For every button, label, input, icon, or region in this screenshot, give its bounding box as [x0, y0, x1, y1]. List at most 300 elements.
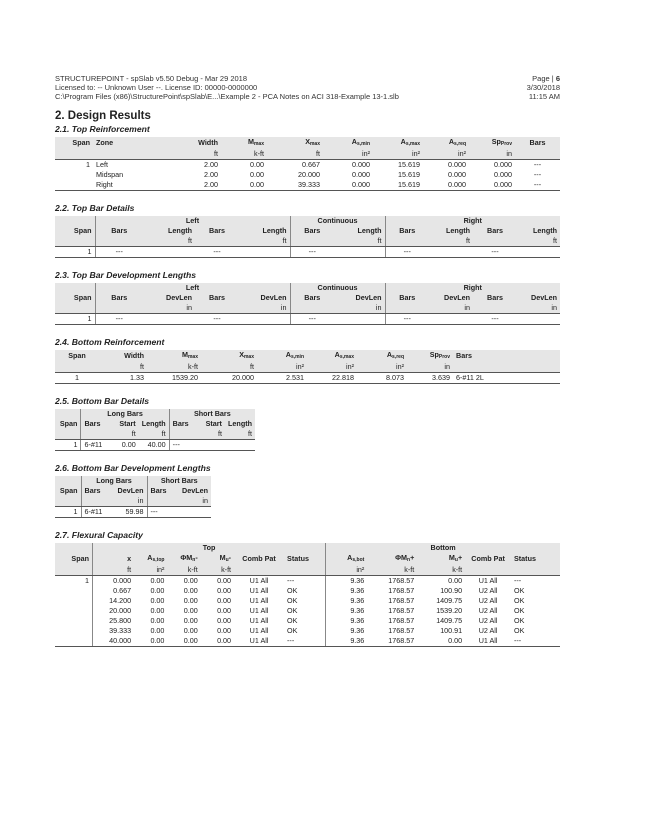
column-header	[407, 350, 453, 362]
table-cell: 2.531	[257, 373, 307, 384]
table-cell: U1 All	[249, 576, 269, 585]
table-cell: OK	[287, 616, 298, 625]
table-row	[55, 606, 560, 616]
column-header	[139, 419, 169, 429]
column-header	[92, 553, 134, 565]
column-unit: in	[469, 149, 515, 160]
table-cell: U1 All	[465, 636, 511, 647]
table-cell: ---	[385, 314, 429, 325]
table-cell: 0.000	[448, 170, 466, 179]
group-header-row	[55, 543, 560, 553]
table-cell	[197, 440, 225, 451]
column-header-label: Length	[168, 226, 192, 235]
column-header-label: Bars	[487, 293, 503, 302]
table-cell: 0.00	[448, 576, 463, 585]
table-cell: ---	[473, 314, 517, 325]
table-row	[55, 247, 560, 258]
column-unit: in²	[423, 149, 469, 160]
column-header-label: Bars	[150, 486, 167, 495]
table-cell: U1 All	[249, 616, 269, 625]
table-cell: 0.000	[352, 160, 370, 169]
table-cell: 0.000	[494, 160, 512, 169]
column-header-sign: -	[228, 553, 232, 562]
column-header	[225, 419, 255, 429]
column-header-label: Bars	[487, 226, 503, 235]
column-header	[201, 350, 257, 362]
column-header	[113, 419, 139, 429]
table-cell: 9.36	[326, 606, 368, 616]
column-header-label: Sp	[429, 350, 439, 359]
column-unit	[473, 236, 517, 247]
table-cell: ---	[169, 440, 197, 451]
table-cell: OK	[513, 626, 525, 635]
table-cell: Midspan	[96, 170, 124, 179]
table-cell: 0.000	[92, 576, 134, 587]
column-header-subscript: s,max	[405, 141, 420, 147]
table-cell	[55, 180, 93, 191]
table-cell: 0.00	[250, 160, 264, 169]
units-row	[55, 429, 255, 440]
header-row	[55, 226, 560, 236]
column-header	[453, 350, 560, 362]
table-cell: ---	[147, 507, 177, 518]
column-unit: ft	[267, 149, 323, 160]
group-header: Short Bars	[169, 409, 255, 419]
column-unit	[473, 303, 517, 314]
header-row	[55, 419, 255, 429]
table-cell: 0.00	[150, 626, 165, 635]
table-cell: 1768.57	[388, 576, 415, 585]
table-cell: 1	[55, 314, 95, 325]
table-cell: 14.200	[92, 596, 134, 606]
table-cell: 6-#11	[81, 507, 113, 518]
section-title: 2.2. Top Bar Details	[55, 203, 135, 213]
column-header	[81, 486, 113, 496]
column-header	[465, 553, 511, 565]
table-cell: 0.667	[302, 160, 320, 169]
column-header-label: Length	[446, 226, 470, 235]
table-row	[55, 616, 560, 626]
column-header-subscript: n	[192, 557, 196, 563]
page-title: 2. Design Results	[55, 110, 151, 122]
table-row	[55, 596, 560, 606]
column-header	[99, 350, 147, 362]
column-header-label: Bars	[304, 226, 321, 235]
table-cell: 0.00	[217, 616, 232, 625]
column-header-label: DevLen	[531, 293, 557, 302]
table-cell: 15.619	[398, 170, 420, 179]
column-header-subscript: max	[309, 141, 320, 147]
column-unit: ft	[99, 362, 147, 373]
column-unit: ft	[334, 236, 385, 247]
table-cell: 100.91	[440, 626, 463, 635]
table-cell: U1 All	[478, 576, 498, 585]
column-header-subscript: n	[407, 557, 411, 563]
group-header: Continuous	[290, 283, 385, 293]
table-cell: U2 All	[478, 586, 498, 595]
page-number: 6	[555, 74, 560, 83]
column-unit: in²	[357, 362, 407, 373]
column-header	[55, 137, 93, 149]
table-cell: ---	[533, 170, 542, 179]
column-header-label: DevLen	[260, 293, 287, 302]
table-cell: 2.00	[204, 160, 218, 169]
column-header	[290, 293, 334, 303]
table-row	[55, 586, 560, 596]
table-cell: U2 All	[478, 606, 498, 615]
column-unit: ft	[163, 149, 221, 160]
column-unit: k-ft	[201, 565, 234, 576]
section-title: 2.7. Flexural Capacity	[55, 530, 143, 540]
column-unit	[195, 303, 239, 314]
table-cell: 6-#11	[81, 440, 113, 451]
header-date: 3/30/2018	[526, 83, 560, 93]
column-header-label: Span	[59, 486, 78, 495]
column-header-label: A	[351, 137, 357, 146]
column-unit	[81, 429, 113, 440]
bottom-reinforcement-table	[55, 350, 560, 384]
section-top-bar-devlen	[55, 270, 560, 325]
units-row	[55, 303, 560, 314]
table-cell: 0.00	[134, 636, 167, 647]
top-reinforcement-table	[55, 137, 560, 191]
units-row	[55, 565, 560, 576]
table-cell: 15.619	[398, 160, 420, 169]
column-header	[423, 137, 469, 149]
column-header-label: Span	[73, 293, 92, 302]
table-cell: 1768.57	[388, 616, 415, 625]
column-header-label: Bars	[304, 293, 321, 302]
table-cell: Right	[93, 180, 163, 191]
table-cell: 3.639	[407, 373, 453, 384]
column-unit	[55, 303, 95, 314]
column-unit: in²	[257, 362, 307, 373]
column-unit: k-ft	[367, 565, 417, 576]
column-header	[147, 486, 177, 496]
column-header	[234, 553, 284, 565]
table-cell: 0.00	[217, 576, 232, 585]
table-cell: ---	[195, 247, 239, 258]
blank-cell	[55, 543, 92, 553]
table-cell: ---	[515, 180, 560, 191]
table-cell: 0.000	[469, 180, 515, 191]
table-cell	[143, 247, 195, 258]
section-bottom-bar-details	[55, 396, 560, 451]
column-unit	[195, 236, 239, 247]
table-cell: 0.000	[423, 180, 469, 191]
table-cell	[55, 616, 92, 626]
column-unit: ft	[92, 565, 134, 576]
table-cell: 8.073	[357, 373, 407, 384]
column-unit: in	[334, 303, 385, 314]
column-header	[469, 137, 515, 149]
column-header	[195, 226, 239, 236]
column-header	[517, 226, 560, 236]
column-header-label: ΦM	[180, 553, 193, 562]
column-header-label: Span	[72, 138, 90, 147]
column-header	[55, 226, 95, 236]
column-header	[55, 293, 95, 303]
blank-cell	[55, 409, 81, 419]
table-cell: ---	[287, 576, 295, 585]
column-header-label: M	[181, 350, 188, 359]
group-header-row	[55, 216, 560, 226]
group-header: Short Bars	[147, 476, 211, 486]
column-header	[221, 137, 267, 149]
table-cell: ---	[511, 636, 560, 647]
table-cell: 20.000	[92, 606, 134, 616]
table-cell: 0.00	[183, 626, 198, 635]
header-row	[55, 293, 560, 303]
table-cell	[225, 440, 255, 451]
column-unit: in²	[134, 565, 167, 576]
column-header	[385, 226, 429, 236]
column-header-label: Comb Pat	[471, 554, 505, 563]
column-header	[326, 553, 368, 565]
column-unit: k-ft	[221, 149, 267, 160]
group-header: Top	[92, 543, 325, 553]
header-row	[55, 486, 211, 496]
table-cell: 0.00	[217, 596, 232, 605]
column-unit: in	[517, 303, 560, 314]
table-cell: 1539.20	[436, 606, 463, 615]
bottom-bar-details-table	[55, 409, 255, 451]
table-cell: 6-#11 2L	[453, 373, 560, 384]
table-cell	[517, 247, 560, 258]
column-unit	[81, 496, 113, 507]
section-top-reinforcement	[55, 124, 560, 191]
report-page	[55, 74, 560, 659]
column-header	[257, 350, 307, 362]
group-header: Bottom	[326, 543, 560, 553]
column-header	[169, 419, 197, 429]
column-header-sign: -	[195, 553, 198, 562]
column-unit	[385, 236, 429, 247]
column-header-subscript: u	[225, 557, 229, 563]
column-header-label: DevLen	[355, 293, 382, 302]
group-header: Left	[95, 216, 290, 226]
column-unit	[95, 303, 143, 314]
column-header	[515, 137, 560, 149]
page-label: Page |	[532, 74, 554, 83]
table-cell: OK	[287, 586, 298, 595]
table-cell: U1 All	[249, 596, 269, 605]
header-license-line: Licensed to: -- Unknown User --. License ID: 00000-0000000	[55, 83, 258, 93]
column-unit: in²	[326, 565, 368, 576]
table-cell	[143, 314, 195, 325]
column-unit	[55, 496, 81, 507]
table-cell: 0.00	[150, 586, 165, 595]
column-header	[517, 293, 560, 303]
column-header-subscript: max	[187, 354, 198, 360]
table-cell: 1768.57	[388, 606, 415, 615]
column-header-label: DevLen	[117, 486, 144, 495]
table-cell: 0.00	[221, 180, 267, 191]
column-header	[239, 293, 290, 303]
column-header-label: Length	[141, 419, 166, 428]
column-header	[473, 293, 517, 303]
table-cell: 39.333	[92, 626, 134, 636]
column-header-label: X	[239, 350, 244, 359]
table-cell	[177, 507, 211, 518]
column-header-label: DevLen	[444, 293, 470, 302]
column-header-label: Status	[513, 554, 536, 563]
column-header-label: Length	[228, 419, 252, 428]
table-cell: U2 All	[478, 616, 498, 625]
table-cell: ---	[95, 247, 143, 258]
column-unit: in	[429, 303, 473, 314]
column-header-subscript: max	[243, 354, 254, 360]
column-header-label: A	[386, 350, 393, 359]
table-cell: 0.00	[150, 616, 165, 625]
table-cell: 0.00	[167, 636, 200, 647]
column-header-label: Bars	[172, 419, 189, 428]
blank-cell	[55, 476, 81, 486]
column-header	[143, 226, 195, 236]
column-header-sign: +	[457, 553, 463, 562]
column-header-label: Length	[262, 226, 287, 235]
table-cell: ---	[533, 160, 542, 169]
column-header-subscript: u	[454, 557, 458, 563]
table-cell: 1	[55, 373, 99, 384]
table-cell: 9.36	[326, 616, 368, 626]
column-header-label: Zone	[96, 138, 114, 147]
table-cell: U1 All	[234, 636, 284, 647]
column-header-label: Bars	[529, 138, 546, 147]
column-unit	[385, 303, 429, 314]
column-unit: in	[177, 496, 211, 507]
column-header-label: Bars	[209, 293, 225, 302]
column-header-subscript: s,max	[339, 354, 354, 360]
table-cell: 0.000	[323, 180, 373, 191]
column-header	[334, 226, 385, 236]
table-cell: OK	[287, 626, 298, 635]
column-header	[357, 350, 407, 362]
column-header-subscript: s,min	[290, 354, 304, 360]
column-header-label: A	[147, 553, 153, 562]
table-cell: 0.00	[150, 606, 165, 615]
column-unit	[234, 565, 284, 576]
table-cell	[239, 314, 290, 325]
column-header	[55, 553, 92, 565]
column-header	[239, 226, 290, 236]
table-cell: 1	[86, 160, 90, 169]
table-cell: 0.667	[92, 586, 134, 596]
table-cell	[55, 626, 92, 636]
table-cell: 0.000	[448, 160, 466, 169]
column-unit	[515, 149, 560, 160]
table-cell	[55, 636, 92, 647]
table-cell: 9.36	[326, 596, 368, 606]
column-header-label: Sp	[491, 137, 501, 146]
table-cell: Left	[96, 160, 108, 169]
column-header-label: Bars	[209, 226, 225, 235]
column-header	[95, 226, 143, 236]
column-header-label: Span	[71, 554, 89, 563]
column-unit	[93, 149, 163, 160]
column-header-label: Bars	[456, 351, 472, 360]
table-cell: 9.36	[326, 636, 368, 647]
column-unit	[55, 565, 92, 576]
flexural-capacity-table	[55, 543, 560, 647]
group-header: Long Bars	[81, 476, 147, 486]
group-header: Right	[385, 216, 560, 226]
column-header	[429, 293, 473, 303]
column-unit: ft	[201, 362, 257, 373]
column-header-label: x	[127, 554, 132, 563]
column-unit: ft	[225, 429, 255, 440]
column-unit: k-ft	[417, 565, 465, 576]
table-cell: 39.333	[267, 180, 323, 191]
table-cell: 0.00	[183, 576, 198, 585]
table-cell: U2 All	[478, 596, 498, 605]
table-cell: ---	[195, 314, 239, 325]
table-cell	[55, 586, 92, 596]
column-unit: ft	[143, 236, 195, 247]
table-row	[55, 180, 560, 191]
column-unit	[55, 236, 95, 247]
table-cell: 1768.57	[388, 596, 415, 605]
table-row	[55, 636, 560, 647]
table-cell	[239, 247, 290, 258]
table-cell: 59.98	[113, 507, 147, 518]
table-cell: 0.00	[150, 596, 165, 605]
table-cell: 0.00	[201, 636, 234, 647]
column-header-label: Bars	[399, 226, 416, 235]
table-cell: ---	[473, 247, 517, 258]
table-cell: ---	[290, 247, 334, 258]
column-unit: ft	[517, 236, 560, 247]
column-header-label: Bars	[399, 293, 416, 302]
column-header-label: A	[400, 137, 406, 146]
header-time: 11:15 AM	[528, 92, 560, 102]
table-cell: 1409.75	[436, 616, 463, 625]
table-row	[55, 373, 560, 384]
column-header-subscript: Prov	[500, 141, 512, 147]
table-row	[55, 160, 560, 171]
column-unit	[290, 303, 334, 314]
table-cell: 22.818	[307, 373, 357, 384]
table-cell: ---	[95, 314, 143, 325]
column-unit: in	[239, 303, 290, 314]
header-row	[55, 350, 560, 362]
bottom-bar-devlen-table	[55, 476, 211, 518]
column-header-label: A	[334, 350, 340, 359]
table-cell: 2.00	[204, 170, 218, 179]
table-cell: 1768.57	[388, 626, 415, 635]
group-header-row	[55, 409, 255, 419]
units-row	[55, 236, 560, 247]
column-header-label: Width	[198, 138, 218, 147]
table-cell: 9.36	[326, 576, 368, 587]
table-cell: 0.00	[113, 440, 139, 451]
column-header-label: Width	[124, 351, 144, 360]
table-row	[55, 576, 560, 587]
table-cell: 25.800	[92, 616, 134, 626]
column-header-subscript: Prov	[438, 354, 450, 360]
table-cell	[334, 314, 385, 325]
column-header	[95, 293, 143, 303]
column-header	[367, 553, 417, 565]
column-header-label: Span	[59, 419, 78, 428]
section-bottom-bar-devlen	[55, 463, 560, 518]
table-cell: 1768.57	[388, 586, 415, 595]
header-program-line: STRUCTUREPOINT - spSlab v5.50 Debug - Mar 29 2018	[55, 74, 248, 83]
table-cell: 0.00	[183, 606, 198, 615]
blank-cell	[55, 216, 95, 226]
column-header	[429, 226, 473, 236]
column-unit	[95, 236, 143, 247]
